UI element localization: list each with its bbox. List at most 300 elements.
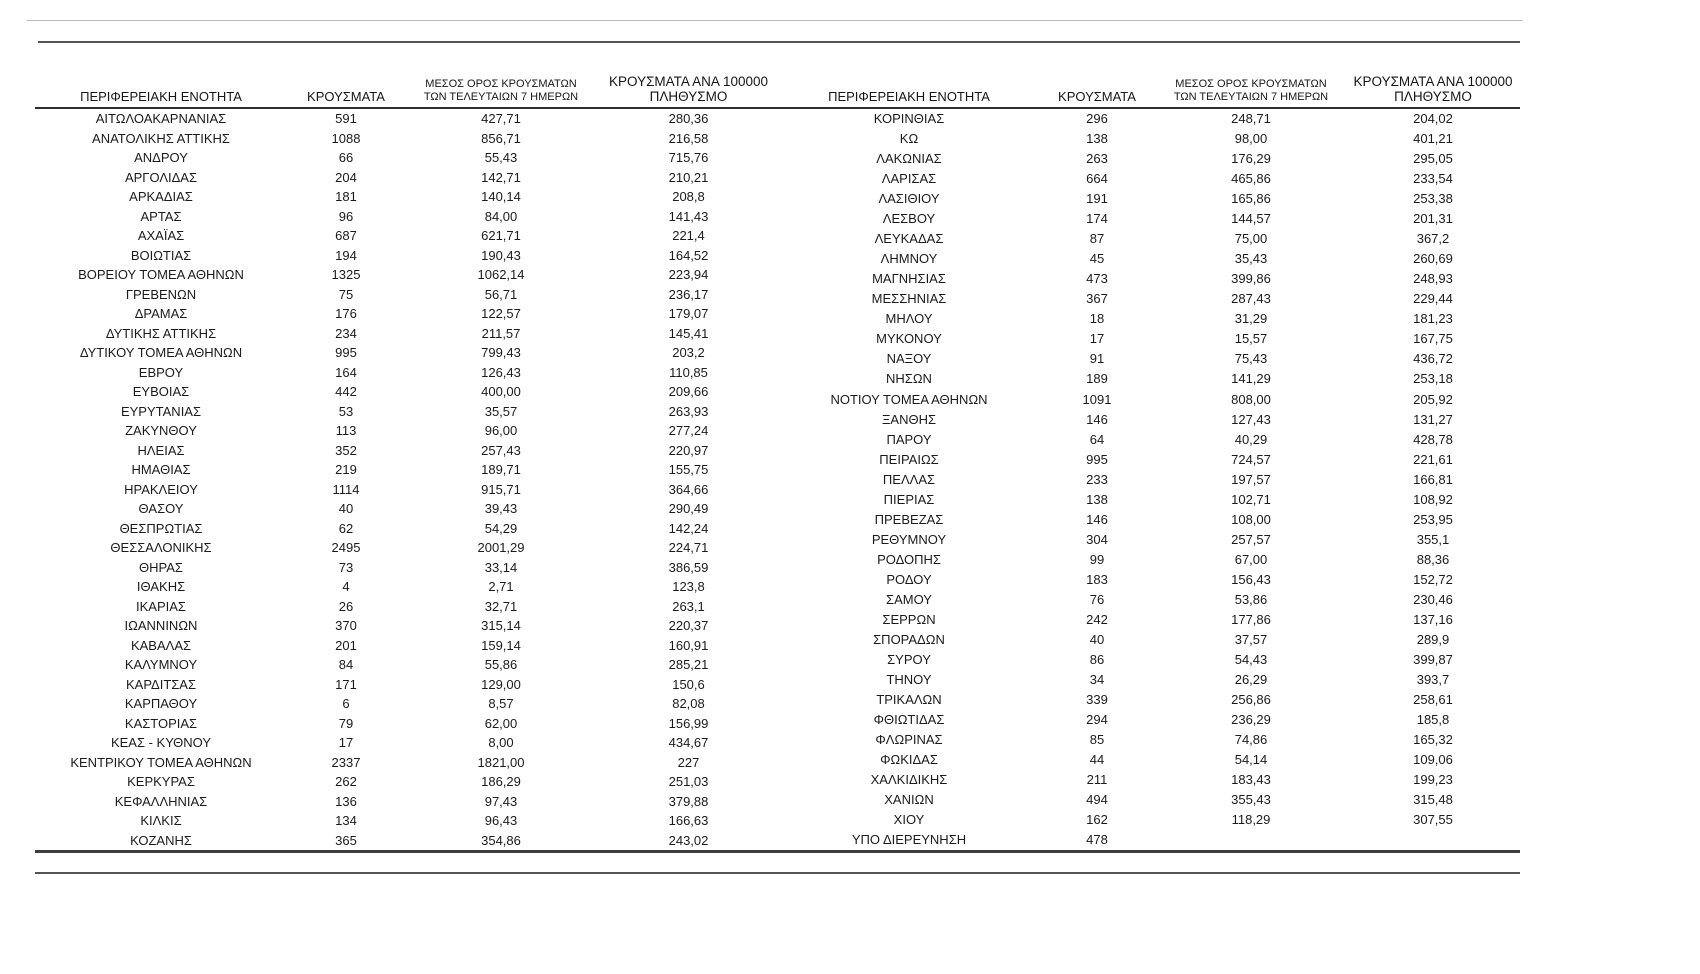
table-body-left <box>35 108 780 850</box>
region-cell: ΕΥΒΟΙΑΣ <box>132 384 190 399</box>
per100k-cell: 220,97 <box>668 442 709 458</box>
col-header-region <box>780 60 1038 108</box>
per100k-cell: 428,78 <box>1413 431 1453 447</box>
region-cell: ΤΡΙΚΑΛΩΝ <box>876 691 942 707</box>
per100k-cell: 227 <box>677 754 700 770</box>
per100k-cell: 289,9 <box>1416 631 1450 647</box>
avg7-cell: 915,71 <box>481 481 521 497</box>
cases-cell: 164 <box>335 364 357 380</box>
avg7-cell: 465,86 <box>1231 171 1271 187</box>
per100k-cell: 364,66 <box>668 481 709 497</box>
table-row <box>35 343 780 363</box>
cases-cell: 86 <box>1089 651 1105 667</box>
table-row <box>35 772 780 792</box>
region-cell: ΚΟΡΙΝΘΙΑΣ <box>873 111 945 127</box>
avg7-cell: 186,29 <box>481 774 521 789</box>
region-cell: ΑΡΚΑΔΙΑΣ <box>129 189 193 204</box>
avg7-cell: 32,71 <box>484 598 518 614</box>
avg7-cell: 2,71 <box>488 579 514 594</box>
region-cell: ΚΑΡΠΑΘΟΥ <box>124 696 198 711</box>
table-row <box>35 108 780 129</box>
per100k-cell: 123,8 <box>672 579 705 594</box>
avg7-cell: 54,29 <box>484 520 518 536</box>
table-row <box>35 733 780 753</box>
avg7-cell: 141,29 <box>1231 371 1271 387</box>
table-row <box>780 269 1520 289</box>
per100k-cell: 110,85 <box>669 364 708 380</box>
table-row <box>780 449 1520 469</box>
region-cell: ΕΥΡΥΤΑΝΙΑΣ <box>120 403 202 419</box>
region-cell: ΗΡΑΚΛΕΙΟΥ <box>124 481 198 497</box>
cases-cell: 365 <box>335 832 357 848</box>
per100k-cell: 137,16 <box>1413 611 1453 627</box>
region-cell: ΜΗΛΟΥ <box>885 311 933 327</box>
table-row <box>35 753 780 773</box>
region-cell: ΦΛΩΡΙΝΑΣ <box>875 731 943 747</box>
table-row <box>780 529 1520 549</box>
avg7-cell: 67,00 <box>1234 551 1268 567</box>
region-cell: ΚΕΡΚΥΡΑΣ <box>127 774 195 789</box>
avg7-cell: 400,00 <box>481 384 521 399</box>
avg7-cell: 74,86 <box>1234 731 1268 747</box>
per100k-cell: 295,05 <box>1413 151 1453 167</box>
col-header-cases-label: ΚΡΟΥΣΜΑΤΑ <box>1058 89 1136 104</box>
table-row <box>35 499 780 519</box>
region-cell: ΗΛΕΙΑΣ <box>137 442 185 458</box>
cases-table-left <box>35 60 780 850</box>
per100k-cell: 367,2 <box>1416 231 1450 247</box>
avg7-cell: 177,86 <box>1231 611 1271 627</box>
cases-cell: 189 <box>1086 371 1108 387</box>
per100k-cell: 248,93 <box>1413 271 1453 287</box>
avg7-cell: 62,00 <box>484 715 518 731</box>
cases-cell: 367 <box>1086 291 1108 307</box>
table-row <box>780 669 1520 689</box>
region-cell: ΚΑΒΑΛΑΣ <box>130 637 192 653</box>
avg7-cell: 190,43 <box>481 247 521 263</box>
table-row <box>780 710 1520 730</box>
table-row <box>780 329 1520 349</box>
per100k-cell: 181,23 <box>1413 311 1453 327</box>
region-cell: ΔΥΤΙΚΟΥ ΤΟΜΕΑ ΑΘΗΝΩΝ <box>79 345 243 360</box>
table-row <box>780 469 1520 489</box>
avg7-cell: 102,71 <box>1231 491 1271 507</box>
cases-cell: 162 <box>1086 811 1108 827</box>
per100k-cell: 216,58 <box>668 130 709 146</box>
table-row <box>780 589 1520 609</box>
table-row <box>780 810 1520 830</box>
region-cell: ΘΑΣΟΥ <box>138 501 184 516</box>
region-cell: ΣΕΡΡΩΝ <box>882 611 936 627</box>
avg7-cell: 144,57 <box>1231 211 1271 227</box>
region-cell: ΘΕΣΣΑΛΟΝΙΚΗΣ <box>110 540 212 555</box>
cases-cell: 45 <box>1089 251 1105 267</box>
region-cell: ΚΕΦΑΛΛΗΝΙΑΣ <box>114 793 208 809</box>
cases-cell: 1091 <box>1082 391 1112 407</box>
avg7-cell: 257,43 <box>481 442 521 458</box>
region-cell: ΠΡΕΒΕΖΑΣ <box>874 511 944 527</box>
avg7-cell: 1062,14 <box>477 267 525 282</box>
col-header-region <box>35 60 287 108</box>
table-row <box>35 187 780 207</box>
table-row <box>780 689 1520 709</box>
table-header-left <box>35 60 780 108</box>
col-header-per100k-line2: ΠΛΗΘΥΣΜΟ <box>1394 89 1472 104</box>
region-cell: ΘΗΡΑΣ <box>139 559 183 575</box>
table-row <box>780 169 1520 189</box>
region-cell: ΑΝΑΤΟΛΙΚΗΣ ΑΤΤΙΚΗΣ <box>92 130 230 146</box>
table-row <box>35 558 780 578</box>
avg7-cell: 808,00 <box>1231 391 1271 407</box>
region-cell: ΑΝΔΡΟΥ <box>134 150 188 165</box>
avg7-cell: 248,71 <box>1231 111 1271 127</box>
region-cell: ΛΑΣΙΘΙΟΥ <box>878 191 940 207</box>
per100k-cell: 82,08 <box>672 696 705 711</box>
per100k-cell: 150,6 <box>672 676 705 692</box>
table-row <box>35 714 780 734</box>
per100k-cell: 233,54 <box>1413 171 1453 187</box>
per100k-cell: 251,03 <box>668 774 709 789</box>
avg7-cell: 176,29 <box>1231 151 1271 167</box>
per100k-cell: 164,52 <box>668 247 709 263</box>
per100k-cell: 263,1 <box>672 598 705 614</box>
per100k-cell: 145,41 <box>668 325 709 341</box>
table-row <box>35 226 780 246</box>
avg7-cell: 189,71 <box>481 462 521 477</box>
per100k-cell: 221,61 <box>1413 451 1453 467</box>
col-header-per100k-line1: ΚΡΟΥΣΜΑΤΑ ΑΝΑ 100000 <box>609 74 768 89</box>
cases-cell: 1325 <box>331 267 361 282</box>
region-cell: ΔΡΑΜΑΣ <box>134 306 188 321</box>
cases-cell: 40 <box>338 501 354 516</box>
region-cell: ΖΑΚΥΝΘΟΥ <box>125 423 197 438</box>
per100k-cell: 201,31 <box>1413 211 1453 227</box>
per100k-cell: 386,59 <box>668 559 709 575</box>
table-row <box>780 389 1520 409</box>
avg7-cell: 8,00 <box>488 735 514 750</box>
per100k-cell: 434,67 <box>668 735 709 750</box>
avg7-cell: 799,43 <box>481 345 521 360</box>
region-cell: ΦΘΙΩΤΙΔΑΣ <box>873 711 945 727</box>
table-row <box>780 569 1520 589</box>
avg7-cell: 621,71 <box>481 228 521 243</box>
region-cell: ΛΕΣΒΟΥ <box>882 211 936 227</box>
cases-cell: 66 <box>338 150 354 165</box>
per100k-cell: 315,48 <box>1413 791 1453 807</box>
avg7-cell: 96,43 <box>484 813 518 828</box>
region-cell: ΔΥΤΙΚΗΣ ΑΤΤΙΚΗΣ <box>105 325 217 341</box>
per100k-cell: 236,17 <box>668 286 709 302</box>
region-cell: ΑΧΑΪΑΣ <box>137 228 185 243</box>
cases-table-right <box>780 60 1520 850</box>
region-cell: ΜΑΓΝΗΣΙΑΣ <box>872 271 946 287</box>
table-row <box>35 811 780 831</box>
avg7-cell: 127,43 <box>1231 411 1271 427</box>
region-cell: ΜΕΣΣΗΝΙΑΣ <box>871 291 947 307</box>
per100k-cell: 260,69 <box>1413 251 1453 267</box>
region-cell: ΣΠΟΡΑΔΩΝ <box>873 631 945 647</box>
avg7-cell: 315,14 <box>481 618 521 633</box>
cases-cell: 478 <box>1086 832 1108 848</box>
table-row <box>35 207 780 227</box>
region-cell: ΘΕΣΠΡΩΤΙΑΣ <box>119 520 203 536</box>
per100k-cell: 436,72 <box>1413 351 1453 367</box>
col-header-per100k <box>597 60 780 108</box>
per100k-cell: 393,7 <box>1416 671 1450 687</box>
avg7-cell: 165,86 <box>1231 191 1271 207</box>
table-row <box>780 229 1520 249</box>
cases-cell: 75 <box>338 286 354 302</box>
per100k-cell: 253,38 <box>1413 191 1453 207</box>
cases-cell: 1088 <box>331 130 361 146</box>
cases-cell: 2337 <box>331 754 361 770</box>
avg7-cell: 53,86 <box>1234 591 1268 607</box>
cases-cell: 296 <box>1086 111 1108 127</box>
region-cell: ΓΡΕΒΕΝΩΝ <box>125 286 197 302</box>
region-cell: ΜΥΚΟΝΟΥ <box>876 331 942 347</box>
table-row <box>780 409 1520 429</box>
avg7-cell: 108,00 <box>1231 511 1271 527</box>
cases-cell: 1114 <box>332 481 360 497</box>
table-row <box>780 309 1520 329</box>
avg7-cell: 37,57 <box>1234 631 1268 647</box>
region-cell: ΝΟΤΙΟΥ ΤΟΜΕΑ ΑΘΗΝΩΝ <box>830 391 988 407</box>
avg7-cell: 197,57 <box>1231 471 1271 487</box>
table-row <box>35 636 780 656</box>
cases-cell: 73 <box>338 559 354 575</box>
region-cell: ΡΟΔΟΥ <box>886 571 932 587</box>
avg7-cell: 183,43 <box>1231 771 1271 787</box>
avg7-cell: 2001,29 <box>477 540 525 555</box>
table-row <box>780 189 1520 209</box>
table-header-right <box>780 60 1520 108</box>
per100k-cell: 185,8 <box>1416 711 1450 727</box>
per100k-cell: 290,49 <box>668 501 709 516</box>
col-header-avg7-line1: ΜΕΣΟΣ ΟΡΟΣ ΚΡΟΥΣΜΑΤΩΝ <box>1175 78 1327 90</box>
cases-tables-container <box>35 60 1520 853</box>
cases-cell: 262 <box>335 774 357 789</box>
cases-cell: 304 <box>1086 531 1108 547</box>
avg7-cell: 354,86 <box>481 832 521 848</box>
cases-cell: 138 <box>1086 131 1108 147</box>
avg7-cell: 126,43 <box>481 364 521 380</box>
region-cell: ΧΑΛΚΙΔΙΚΗΣ <box>870 771 948 787</box>
per100k-cell: 142,24 <box>668 520 709 536</box>
per100k-cell: 220,37 <box>668 618 709 633</box>
per100k-cell: 243,02 <box>668 832 709 848</box>
cases-cell: 181 <box>335 189 357 204</box>
region-cell: ΡΟΔΟΠΗΣ <box>877 551 941 567</box>
table-row <box>35 402 780 422</box>
region-cell: ΑΙΤΩΛΟΑΚΑΡΝΑΝΙΑΣ <box>95 111 227 126</box>
per100k-cell: 280,36 <box>668 111 709 126</box>
region-cell: ΙΘΑΚΗΣ <box>136 579 186 594</box>
cases-cell: 687 <box>335 228 357 243</box>
avg7-cell: 96,00 <box>484 423 518 438</box>
per100k-cell: 160,91 <box>668 637 709 653</box>
cases-cell: 64 <box>1089 431 1105 447</box>
cases-cell: 176 <box>335 306 357 321</box>
region-cell: ΙΩΑΝΝΙΝΩΝ <box>124 618 198 633</box>
table-row <box>35 597 780 617</box>
per100k-cell: 307,55 <box>1413 811 1453 827</box>
per100k-cell: 223,94 <box>668 267 709 282</box>
region-cell: ΕΒΡΟΥ <box>138 364 184 380</box>
region-cell: ΚΑΣΤΟΡΙΑΣ <box>124 715 198 731</box>
per100k-cell: 258,61 <box>1413 691 1453 707</box>
table-row <box>35 616 780 636</box>
avg7-cell: 355,43 <box>1231 791 1271 807</box>
region-cell: ΝΗΣΩΝ <box>886 371 932 387</box>
region-cell: ΚΟΖΑΝΗΣ <box>130 832 192 848</box>
table-row <box>780 149 1520 169</box>
table-row <box>780 609 1520 629</box>
per100k-cell: 715,76 <box>668 150 709 165</box>
avg7-cell: 55,43 <box>484 150 518 165</box>
per100k-cell: 167,75 <box>1413 331 1453 347</box>
top-thin-rule <box>27 20 1523 21</box>
table-row <box>780 750 1520 770</box>
cases-cell: 183 <box>1086 571 1108 587</box>
per100k-cell: 203,2 <box>672 345 705 360</box>
avg7-cell: 8,57 <box>488 696 514 711</box>
bottom-medium-rule <box>35 872 1520 874</box>
cases-cell: 4 <box>342 579 350 594</box>
region-cell: ΥΠΟ ΔΙΕΡΕΥΝΗΣΗ <box>851 832 967 848</box>
region-cell: ΠΕΙΡΑΙΩΣ <box>879 451 939 467</box>
cases-cell: 76 <box>1089 591 1105 607</box>
avg7-cell: 98,00 <box>1234 131 1268 147</box>
region-cell: ΚΑΡΔΙΤΣΑΣ <box>125 676 197 692</box>
avg7-cell: 56,71 <box>484 286 518 302</box>
avg7-cell: 427,71 <box>481 111 521 126</box>
per100k-cell: 221,4 <box>672 228 705 243</box>
cases-cell: 53 <box>338 403 354 419</box>
avg7-cell: 211,57 <box>481 325 521 341</box>
per100k-cell <box>1346 830 1520 850</box>
avg7-cell: 856,71 <box>481 130 521 146</box>
cases-cell: 26 <box>338 598 354 614</box>
avg7-cell: 54,43 <box>1234 651 1268 667</box>
region-cell: ΚΩ <box>899 131 919 147</box>
table-row <box>35 382 780 402</box>
table-row <box>35 831 780 851</box>
table-row <box>35 460 780 480</box>
col-header-avg7-line1: ΜΕΣΟΣ ΟΡΟΣ ΚΡΟΥΣΜΑΤΩΝ <box>425 78 577 90</box>
avg7-cell: 142,71 <box>481 169 521 185</box>
col-header-per100k-line2: ΠΛΗΘΥΣΜΟ <box>649 89 728 104</box>
cases-cell: 17 <box>1089 331 1105 347</box>
table-row <box>35 246 780 266</box>
col-header-region-label: ΠΕΡΙΦΕΡΕΙΑΚΗ ΕΝΟΤΗΤΑ <box>80 89 242 104</box>
cases-cell: 79 <box>338 715 354 731</box>
table-row <box>780 649 1520 669</box>
region-cell: ΚΙΛΚΙΣ <box>140 813 182 828</box>
cases-cell: 138 <box>1086 491 1108 507</box>
avg7-cell: 122,57 <box>481 306 521 321</box>
region-cell: ΗΜΑΘΙΑΣ <box>131 462 191 477</box>
cases-cell: 85 <box>1089 731 1105 747</box>
region-cell: ΧΙΟΥ <box>893 811 925 827</box>
avg7-cell: 40,29 <box>1234 431 1268 447</box>
region-cell: ΚΕΑΣ - ΚΥΘΝΟΥ <box>110 735 212 750</box>
region-cell: ΣΥΡΟΥ <box>887 651 931 667</box>
per100k-cell: 209,66 <box>668 384 709 399</box>
table-row <box>35 538 780 558</box>
per100k-cell: 166,81 <box>1413 471 1453 487</box>
cases-cell: 17 <box>338 735 354 750</box>
table-row <box>780 790 1520 810</box>
cases-cell: 242 <box>1086 611 1108 627</box>
header-row <box>780 60 1520 108</box>
table-row <box>780 209 1520 229</box>
col-header-avg7-line2: ΤΩΝ ΤΕΛΕΥΤΑΙΩΝ 7 ΗΜΕΡΩΝ <box>423 91 579 103</box>
per100k-cell: 399,87 <box>1413 651 1453 667</box>
cases-cell: 204 <box>335 169 357 185</box>
region-cell: ΙΚΑΡΙΑΣ <box>136 598 186 614</box>
col-header-avg7 <box>405 60 597 108</box>
col-header-cases <box>287 60 405 108</box>
table-row <box>780 129 1520 149</box>
cases-cell: 473 <box>1086 271 1108 287</box>
table-row <box>35 519 780 539</box>
cases-cell: 40 <box>1089 631 1105 647</box>
col-header-cases <box>1038 60 1156 108</box>
avg7-cell: 287,43 <box>1231 291 1271 307</box>
cases-cell: 201 <box>335 637 357 653</box>
cases-cell: 494 <box>1086 791 1108 807</box>
avg7-cell: 75,43 <box>1234 351 1268 367</box>
header-row <box>35 60 780 108</box>
per100k-cell: 263,93 <box>668 403 709 419</box>
cases-cell: 91 <box>1089 351 1105 367</box>
per100k-cell: 199,23 <box>1413 771 1453 787</box>
avg7-cell: 236,29 <box>1231 711 1271 727</box>
avg7-cell: 39,43 <box>484 501 518 516</box>
region-cell: ΞΑΝΘΗΣ <box>881 411 937 427</box>
per100k-cell: 166,63 <box>668 813 709 828</box>
table-row <box>780 289 1520 309</box>
cases-cell: 18 <box>1089 311 1105 327</box>
region-cell: ΑΡΤΑΣ <box>140 208 182 224</box>
per100k-cell: 285,21 <box>668 657 709 672</box>
avg7-cell: 399,86 <box>1231 271 1271 287</box>
col-header-cases-label: ΚΡΟΥΣΜΑΤΑ <box>307 89 385 104</box>
per100k-cell: 156,99 <box>668 715 709 731</box>
avg7-cell: 118,29 <box>1231 811 1271 827</box>
avg7-cell: 35,43 <box>1234 251 1268 267</box>
table-row <box>780 489 1520 509</box>
region-cell: ΧΑΝΙΩΝ <box>884 791 934 807</box>
region-cell: ΦΩΚΙΔΑΣ <box>880 751 938 767</box>
table-row <box>35 304 780 324</box>
region-cell: ΛΗΜΝΟΥ <box>880 251 938 267</box>
table-row <box>35 285 780 305</box>
cases-cell: 339 <box>1086 691 1108 707</box>
cases-cell: 136 <box>335 793 357 809</box>
cases-cell: 171 <box>335 676 357 692</box>
table-row <box>35 675 780 695</box>
per100k-cell: 224,71 <box>668 540 709 555</box>
cases-cell: 2495 <box>331 540 361 555</box>
per100k-cell: 165,32 <box>1413 731 1453 747</box>
per100k-cell: 141,43 <box>668 208 709 224</box>
table-row <box>35 129 780 149</box>
region-cell: ΤΗΝΟΥ <box>886 671 932 687</box>
cases-cell: 99 <box>1089 551 1105 567</box>
table-row <box>35 480 780 500</box>
region-cell: ΛΑΚΩΝΙΑΣ <box>876 151 942 167</box>
